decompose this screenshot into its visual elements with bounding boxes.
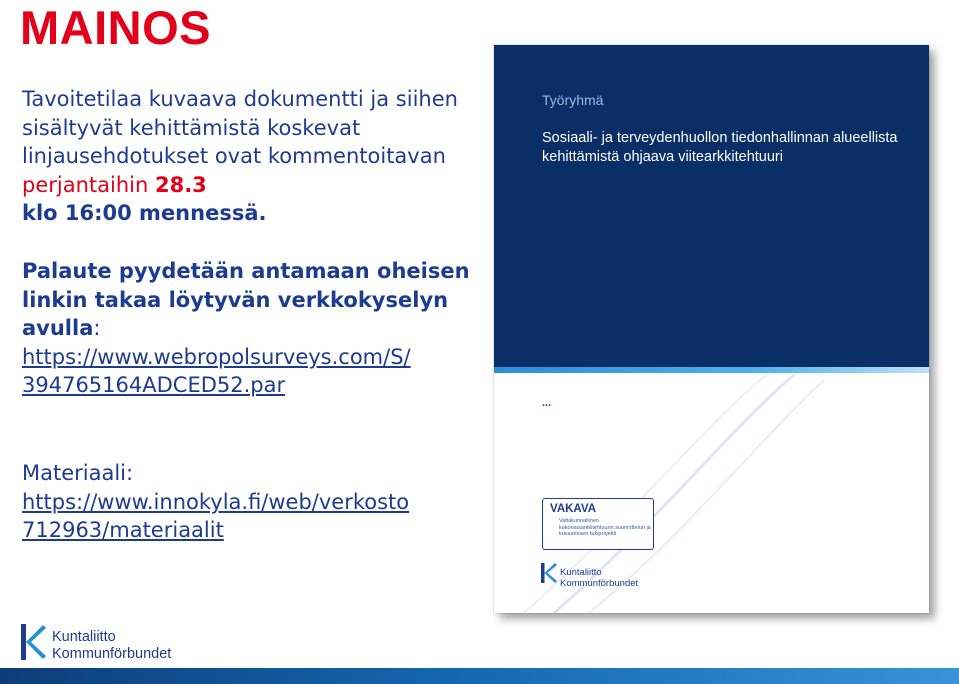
document-logo-line1: Kuntaliitto: [560, 567, 602, 578]
document-logo-text: [560, 567, 638, 589]
material-link-line2: 712963/materiaalit: [22, 518, 224, 542]
intro-paragraph: [22, 85, 492, 228]
feedback-paragraph: [22, 257, 492, 400]
deadline-date: 28.3: [154, 172, 207, 197]
document-logo-line2: Kommunförbundet: [560, 578, 639, 589]
footer-logo-line2: Kommunförbundet: [52, 646, 172, 662]
material-paragraph: [22, 459, 492, 545]
document-heading: Sosiaali- ja terveydenhuollon tiedonhallinnan alueellista kehittämistä ohjaava viitearkkitehtuuri: [542, 130, 898, 165]
document-ellipsis: ...: [542, 397, 552, 409]
document-group-label: Työryhmä: [542, 92, 604, 108]
vakava-badge: [542, 498, 654, 550]
kuntaliitto-logo-icon: [20, 623, 48, 661]
intro-text: Tavoitetilaa kuvaava dokumentti ja siihen sisältyvät kehittämistä koskevat linjausehdotukset ovat kommentoitavan: [22, 87, 458, 168]
material-label: Materiaali:: [22, 461, 134, 485]
survey-link-line1: https://www.webropolsurveys.com/S/: [22, 344, 411, 369]
deadline-time: klo 16:00 mennessä.: [22, 201, 267, 225]
page-title: MAINOS: [20, 1, 211, 54]
document-cover: [494, 45, 929, 613]
footer-bar: [0, 668, 959, 684]
feedback-colon: :: [93, 316, 101, 340]
footer-logo-line1: Kuntaliitto: [52, 629, 116, 645]
vakava-title: VAKAVA: [550, 503, 596, 515]
survey-link-line2: 394765164ADCED52.par: [22, 373, 286, 397]
feedback-text: Palaute pyydetään antamaan oheisen linkin takaa löytyvän verkkokyselyn avulla: [22, 259, 470, 340]
survey-link[interactable]: [22, 343, 492, 400]
material-link[interactable]: [22, 488, 492, 545]
vakava-subtitle: Valtakunnallinen kokonaisarkkitehtuurin suunnittelun ja kuvaamisen tukiprojekti: [559, 518, 651, 537]
kuntaliitto-logo-icon: [540, 562, 558, 584]
footer-logo-text: [52, 629, 171, 663]
material-link-line1: https://www.innokyla.fi/web/verkosto: [22, 489, 410, 514]
deadline-day: perjantaihin: [22, 172, 149, 197]
